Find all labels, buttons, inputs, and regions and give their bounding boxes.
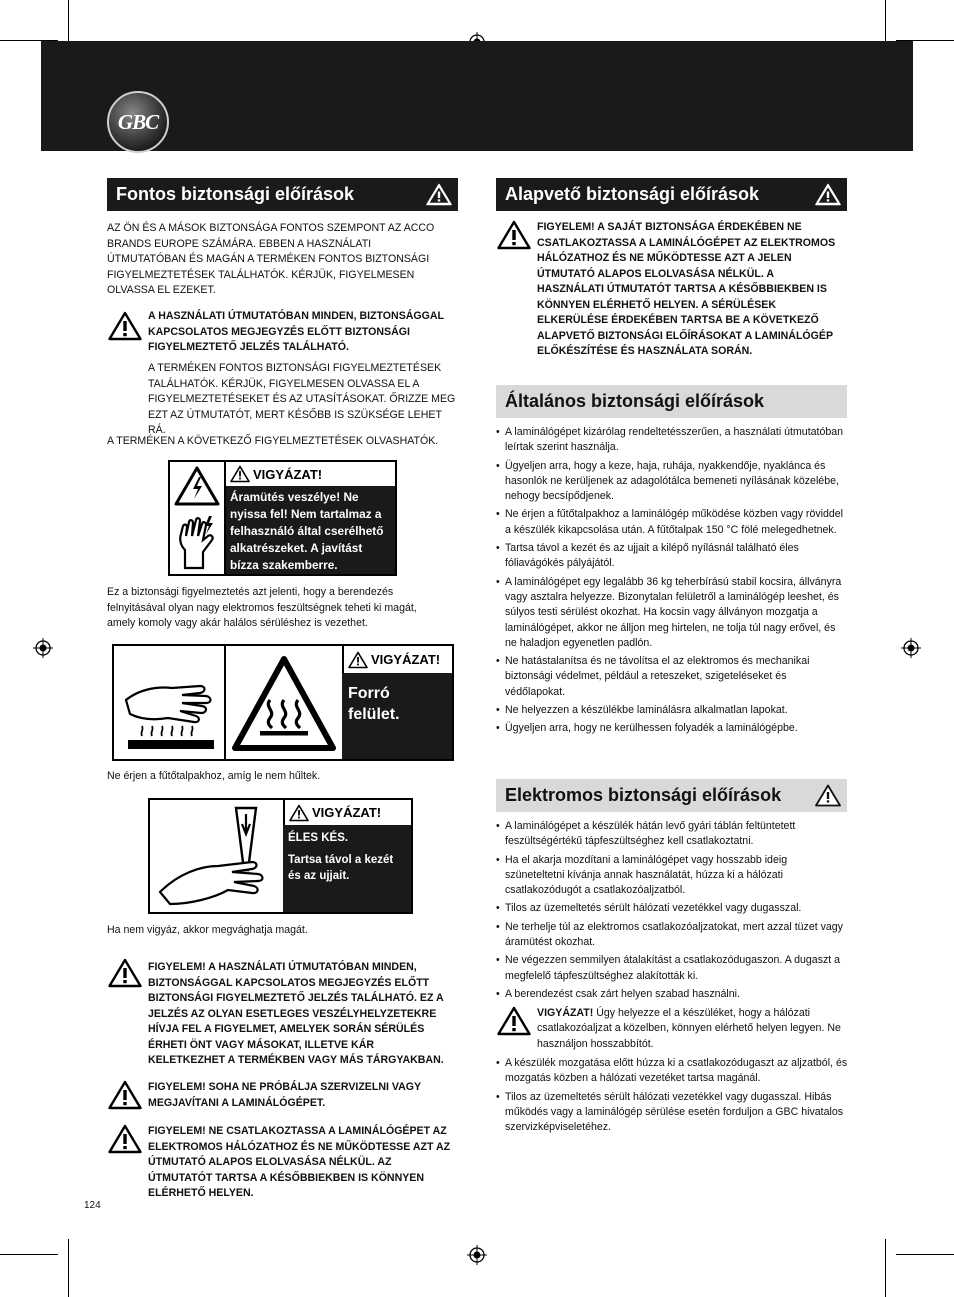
caution-label: VIGYÁZAT!: [371, 652, 441, 667]
warning-triangle-icon: [497, 1006, 531, 1036]
warning-triangle-icon: [815, 784, 841, 807]
crop-mark: [68, 1239, 69, 1297]
section-title-text: Általános biztonsági előírások: [505, 391, 765, 411]
caution-text: Áramütés veszélye! Ne nyissa fel! Nem tartalmaz a felhasználó által cserélhető alkatrészeket. A javítást bízza szakemberre.: [230, 490, 384, 572]
warning-text: FIGYELEM! NE CSATLAKOZTASSA A LAMINÁLÓGÉPET AZ ELEKTROMOS HÁLÓZATHOZ ÉS NE MŰKÖDTESSE AZT AZ ÚTMUTATÓ ALAPOS ELOLVASÁSA NÉLKÜL. AZ ÚTMUTATÓT TARTSA A KÉSŐBBIEKBEN IS KÖNNYEN ELÉRHETŐ HELYEN.: [148, 1125, 451, 1199]
registration-mark-icon: [901, 638, 921, 658]
electrical-caution: [537, 1006, 847, 1052]
warning-text: FIGYELEM! A SAJÁT BIZTONSÁGA ÉRDEKÉBEN NE CSATLAKOZTASSA A LAMINÁLÓGÉPET AZ ELEKTROMOS HÁLÓZATHOZ ÉS NE MŰKÖDTESSE AZT A JELEN ÚTMUTATÓ ALAPOS ELOLVASÁSA NÉLKÜL. A HASZNÁLATI ÚTMUTATÓT TARTSA A KÉSŐBBIEKBEN IS KÖNNYEN ELÉRHETŐ HELYEN. A SÉRÜLÉSEK ELKERÜLÉSE ÉRDEKÉBEN TARTSA BE A KÖVETKEZŐ ALAPVETŐ BIZTONSÁGI ELŐÍRÁSOKAT A LAMINÁLÓGÉP ELŐKÉSZÍTÉSE ÉS HASZNÁLATA SORÁN.: [537, 221, 836, 357]
list-item: • Ügyeljen arra, hogy a keze, haja, ruhája, nyakkendője, nyaklánca és hasonlók ne kerüljenek az adagolótálca bemeneti nyílásának közelébe, nehogy becsípődjenek.: [496, 459, 848, 505]
caution-body: [226, 486, 395, 574]
list-item: • Tartsa távol a kezét és az ujjait a kilépő nyílásnál található éles fóliavágókés pályájától.: [496, 541, 848, 572]
caption-text: Ha nem vigyáz, akkor megvághatja magát.: [107, 924, 308, 936]
list-item: • Ügyeljen arra, hogy ne kerülhessen folyadék a laminálógépbe.: [496, 721, 848, 736]
warning-text: A HASZNÁLATI ÚTMUTATÓBAN MINDEN, BIZTONSÁGGAL KAPCSOLATOS MEGJEGYZÉS ELŐTT BIZTONSÁGI FIGYELMEZTETŐ JELZÉS TALÁLHATÓ.: [148, 310, 444, 353]
section-title-important-safety: [107, 178, 458, 211]
warning-triangle-icon: [289, 804, 309, 822]
paragraph-text: A TERMÉKEN A KÖVETKEZŐ FIGYELMEZTETÉSEK OLVASHATÓK.: [107, 435, 439, 447]
list-item: • Ne hatástalanítsa és ne távolítsa el az elektromos és mechanikai biztonsági védelmet, például a reteszeket, szigeteléseket és védőlapokat.: [496, 654, 848, 700]
warning-safety-symbol: [148, 309, 453, 356]
caution-text-title: ÉLES KÉS.: [288, 832, 349, 844]
hot-surface-icon: [230, 654, 338, 754]
list-item: • A készülék mozgatása előtt húzza ki a csatlakozódugaszt az aljzatból, és mozgatás közben a hálózati vezetéket tartsa magánál.: [496, 1056, 848, 1087]
warning-text: FIGYELEM! SOHA NE PRÓBÁLJA SZERVIZELNI VAGY MEGJAVÍTANI A LAMINÁLÓGÉPET.: [148, 1081, 421, 1109]
warning-triangle-icon: [230, 465, 250, 483]
list-item: • A laminálógépet a készülék hátán levő gyári táblán feltüntetett feszültségértékű tápfeszültséghez kell csatlakoztatni.: [496, 819, 848, 850]
caption-text: Ez a biztonsági figyelmeztetés azt jelenti, hogy a berendezés felnyitásával olyan nagy elektromos feszültségnek teheti ki magát, amely komoly vagy akár halálos sérüléshez is vezethet.: [107, 586, 417, 629]
list-item: • A laminálógépet kizárólag rendeltetésszerűen, a használati útmutatóban leírtak szerint használja.: [496, 425, 848, 456]
warning-text: FIGYELEM! A HASZNÁLATI ÚTMUTATÓBAN MINDEN, BIZTONSÁGGAL KAPCSOLATOS MEGJEGYZÉS ELŐTT BIZTONSÁGI FIGYELMEZTETŐ JELZÉS TALÁLHATÓ. EZ A JELZÉS AZ OLYAN ESETLEGES VESZÉLYHELYZETEKRE HÍVJA FEL A FIGYELMET, AMELYEK SORÁN SÉRÜLÉS ÉRHETI ÖNT VAGY MÁSOKAT, ILLETVE KÁR KELETKEZHET A TERMÉKBEN VAGY MÁS TÁRGYAKBAN.: [148, 961, 444, 1066]
warning-basic-safety: [537, 220, 843, 360]
gbc-logo: [107, 91, 169, 153]
section-title-general-safety: [496, 385, 847, 418]
caution-paragraph: [537, 1006, 847, 1052]
section-title-basic-safety: [496, 178, 847, 211]
caution-body: [283, 825, 411, 912]
caution-header: [283, 800, 411, 825]
list-item: • A laminálógépet egy legalább 36 kg teherbírású stabil kocsira, állványra vagy asztalra helyezze. Bizonytalan felületről a laminálógép leeshet, és súlyos testi sérülést okozhat. Ha kocsin vagy állványon mozgatja a laminálógépet, akkor ne álljon meg hirtelen, ne tolja túl nagy erővel, és ne haladjon egyenetlen padlón.: [496, 575, 848, 651]
caution-header: [226, 462, 395, 486]
bullet-list: [496, 1056, 848, 1135]
warning-general: [148, 960, 453, 1069]
electrical-safety-list-b: [496, 1056, 848, 1138]
caution-header: [342, 646, 452, 673]
caution-label: VIGYÁZAT!: [537, 1007, 594, 1019]
caution-label: VIGYÁZAT!: [253, 466, 323, 482]
crop-mark: [885, 1239, 886, 1297]
warning-label-electric-shock: [168, 460, 397, 576]
section-title-text: Alapvető biztonsági előírások: [505, 184, 760, 204]
crop-mark: [896, 1254, 954, 1255]
warning-triangle-icon: [426, 183, 452, 206]
warning-triangle-icon: [497, 220, 531, 250]
warning-triangle-icon: [108, 311, 142, 341]
list-item: • Tilos az üzemeltetés sérült hálózati vezetékkel vagy dugasszal. Hibás működés vagy a laminálógép sérülése esetén forduljon a GBC hivatalos szervizképviseletéhez.: [496, 1090, 848, 1136]
caution-label: VIGYÁZAT!: [312, 805, 382, 820]
list-item: • Ha el akarja mozdítani a laminálógépet vagy hosszabb ideig szüneteltetni kívánja annak használatát, húzza ki a hálózati csatlakozódugót a csatlakozóaljzatból.: [496, 853, 848, 899]
logo-text: GBC: [117, 109, 159, 134]
electrical-safety-list-a: [496, 819, 848, 1005]
bullet-list: [496, 425, 848, 737]
hand-hot-surface-icon: [120, 676, 220, 754]
warning-triangle-icon: [108, 1080, 142, 1110]
electric-shock-caption: [107, 585, 447, 632]
caution-text-line: Forró: [348, 685, 390, 702]
general-safety-list: [496, 425, 848, 740]
caution-body: [342, 673, 452, 759]
product-warnings-intro: [107, 434, 462, 450]
list-item: • Ne végezzen semmilyen átalakítást a csatlakozódugaszon. A dugaszt a megfelelő tápfeszültséghez alakították ki.: [496, 953, 848, 984]
warning-label-sharp-knife: [148, 798, 413, 914]
paragraph-text: A TERMÉKEN FONTOS BIZTONSÁGI FIGYELMEZTETÉSEK TALÁLHATÓK. KÉRJÜK, FIGYELMESEN OLVASSA EL A FIGYELMEZTETÉSEKET ÉS AZ UTASÍTÁSOKAT. ŐRIZZE MEG EZT AZ ÚTMUTATÓT, MERT KÉSŐBB IS SZÜKSÉGE LEHET RÁ.: [148, 362, 456, 436]
hand-knife-icon: [156, 804, 280, 908]
section-title-text: Fontos biztonsági előírások: [116, 184, 355, 204]
caption-text: Ne érjen a fűtőtalpakhoz, amíg le nem hűltek.: [107, 770, 321, 782]
warning-read-manual: [148, 1124, 453, 1202]
intro-paragraph: [107, 221, 452, 299]
caution-text: Úgy helyezze el a készüléket, hogy a hálózati csatlakozóaljzat a közelben, könnyen elérhető helyen legyen. Ne használjon hosszabbítót.: [537, 1007, 841, 1050]
warning-no-service: [148, 1080, 453, 1111]
hand-shock-icon: [173, 512, 223, 570]
registration-mark-icon: [467, 1245, 487, 1265]
caution-text: Tartsa távol a kezét és az ujjait.: [288, 854, 394, 882]
section-title-text: Elektromos biztonsági előírások: [505, 785, 782, 805]
warning-triangle-icon: [108, 1124, 142, 1154]
sharp-knife-caption: [107, 923, 447, 939]
warning-triangle-icon: [815, 183, 841, 206]
list-item: • A berendezést csak zárt helyen szabad használni.: [496, 987, 848, 1002]
list-item: • Tilos az üzemeltetés sérült hálózati vezetékkel vagy dugasszal.: [496, 901, 848, 916]
list-item: • Ne terhelje túl az elektromos csatlakozóaljzatokat, mert azzal tüzet vagy áramütést okozhat.: [496, 920, 848, 951]
list-item: • Ne helyezzen a készülékbe laminálásra alkalmatlan lapokat.: [496, 703, 848, 718]
bullet-list: [496, 819, 848, 1002]
registration-mark-icon: [33, 638, 53, 658]
crop-mark: [0, 1254, 58, 1255]
hot-surface-caption: [107, 769, 447, 785]
section-title-electrical-safety: [496, 779, 847, 812]
caution-text-line: felület.: [348, 706, 400, 723]
box-divider: [224, 646, 226, 759]
warning-triangle-icon: [108, 958, 142, 988]
product-warnings-paragraph: [148, 361, 458, 439]
warning-label-hot-surface: [112, 644, 454, 761]
page-number: 124: [84, 1200, 101, 1211]
warning-triangle-icon: [348, 651, 368, 669]
list-item: • Ne érjen a fűtőtalpakhoz a laminálógép működése közben vagy röviddel a készülék kikapcsolása után. A fűtőtalpak 150 °C fölé melegedhetnek.: [496, 507, 848, 538]
high-voltage-icon: [173, 465, 221, 507]
header-band: [41, 41, 913, 151]
intro-text: AZ ÖN ÉS A MÁSOK BIZTONSÁGA FONTOS SZEMPONT AZ ACCO BRANDS EUROPE SZÁMÁRA. EBBEN A HASZNÁLATI ÚTMUTATÓBAN ÉS MAGÁN A TERMÉKEN FONTOS BIZTONSÁGI FIGYELMEZTETÉSEK TALÁLHATÓK. KÉRJÜK, FIGYELMESEN OLVASSA EL EZEKET.: [107, 222, 435, 296]
